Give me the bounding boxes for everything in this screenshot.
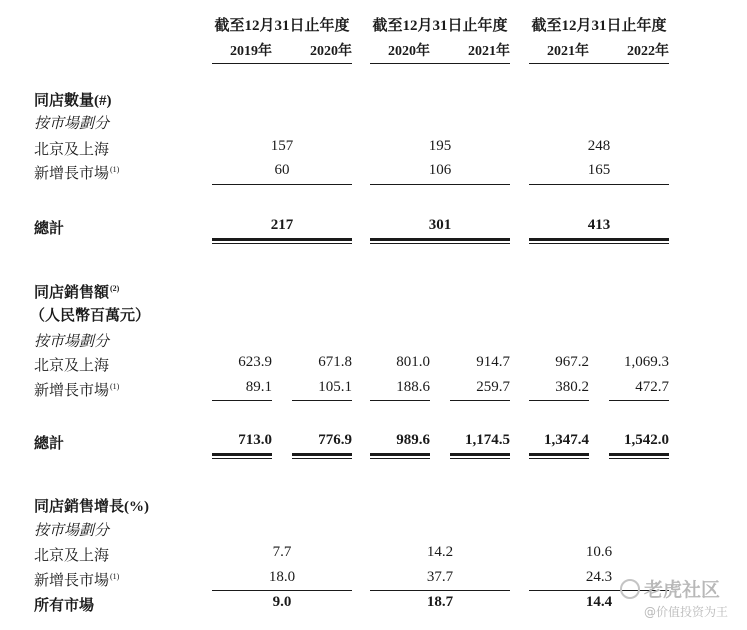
total-value: 9.0 <box>272 594 292 610</box>
column-group-header-2: 截至12月31日止年度 <box>372 18 508 34</box>
section-title-sales <box>34 281 119 302</box>
subtotal-line <box>212 184 352 185</box>
row-label-growth-markets <box>34 569 119 590</box>
watermark-author: @价值投资为王 <box>644 605 729 619</box>
total-value: 1,174.5 <box>465 432 510 448</box>
total-value: 301 <box>428 217 452 233</box>
cell-value: 60 <box>274 162 290 178</box>
subtotal-line <box>370 590 510 591</box>
total-value: 1,542.0 <box>624 432 669 448</box>
section-subtitle: 按市場劃分 <box>34 523 110 539</box>
column-group-header-1: 截至12月31日止年度 <box>214 18 350 34</box>
year-header: 2020年 <box>310 44 352 59</box>
double-underline <box>292 453 352 459</box>
cell-value: 106 <box>428 162 452 178</box>
subtotal-line <box>450 400 510 401</box>
double-underline <box>529 453 589 459</box>
total-value: 18.7 <box>426 594 454 610</box>
total-value: 776.9 <box>318 432 352 448</box>
cell-value: 801.0 <box>396 354 430 370</box>
subtotal-line <box>292 400 352 401</box>
double-underline <box>529 238 669 244</box>
section-title-store-count: 同店數量(#) <box>34 93 112 109</box>
cell-value: 18.0 <box>268 569 296 585</box>
section-unit: （人民幣百萬元） <box>30 308 151 324</box>
footnote-marker: (2) <box>110 284 120 293</box>
cell-value: 7.7 <box>272 544 292 560</box>
year-header: 2022年 <box>627 44 669 59</box>
footnote-marker: (1) <box>110 572 120 581</box>
double-underline <box>370 453 430 459</box>
row-label-text: 新增長市場 <box>34 573 110 589</box>
total-value: 989.6 <box>396 432 430 448</box>
section-subtitle: 按市場劃分 <box>34 334 110 350</box>
cell-value: 188.6 <box>396 379 430 395</box>
row-label-beijing-shanghai: 北京及上海 <box>34 548 110 564</box>
double-underline <box>370 238 510 244</box>
cell-value: 259.7 <box>476 379 510 395</box>
double-underline <box>212 453 272 459</box>
footnote-marker: (1) <box>110 165 120 174</box>
row-label-beijing-shanghai: 北京及上海 <box>34 358 110 374</box>
cell-value: 472.7 <box>635 379 669 395</box>
total-value: 413 <box>587 217 611 233</box>
row-label-text: 新增長市場 <box>34 383 110 399</box>
total-value: 1,347.4 <box>544 432 589 448</box>
row-label-beijing-shanghai: 北京及上海 <box>34 142 110 158</box>
cell-value: 14.2 <box>426 544 454 560</box>
cell-value: 37.7 <box>426 569 454 585</box>
cell-value: 248 <box>587 138 611 154</box>
column-group-header-3: 截至12月31日止年度 <box>531 18 667 34</box>
watermark-logo <box>620 575 720 602</box>
double-underline <box>450 453 510 459</box>
subtotal-line <box>212 400 272 401</box>
section-subtitle: 按市場劃分 <box>34 116 110 132</box>
subtotal-line <box>212 590 352 591</box>
header-underline <box>212 63 352 64</box>
section-title-growth: 同店銷售增長(%) <box>34 499 149 515</box>
cell-value: 914.7 <box>476 354 510 370</box>
cell-value: 105.1 <box>318 379 352 395</box>
subtotal-line <box>370 184 510 185</box>
section-title-text: 同店銷售額 <box>34 285 110 301</box>
row-label-all-markets: 所有市場 <box>34 598 95 614</box>
cell-value: 157 <box>270 138 294 154</box>
cell-value: 165 <box>587 162 611 178</box>
watermark-brand: 老虎社区 <box>644 579 721 601</box>
total-value: 713.0 <box>238 432 272 448</box>
subtotal-line <box>609 400 669 401</box>
cell-value: 1,069.3 <box>624 354 669 370</box>
cell-value: 195 <box>428 138 452 154</box>
tiger-icon <box>620 579 640 599</box>
subtotal-line <box>370 400 430 401</box>
subtotal-line <box>529 400 589 401</box>
header-underline <box>370 63 510 64</box>
cell-value: 24.3 <box>585 569 613 585</box>
footnote-marker: (1) <box>110 382 120 391</box>
row-label-text: 新增長市場 <box>34 166 110 182</box>
cell-value: 89.1 <box>245 379 272 395</box>
total-value: 217 <box>270 217 294 233</box>
row-label-total: 總計 <box>34 436 65 452</box>
year-header: 2019年 <box>230 44 272 59</box>
cell-value: 10.6 <box>585 544 613 560</box>
total-value: 14.4 <box>585 594 613 610</box>
year-header: 2020年 <box>388 44 430 59</box>
double-underline <box>212 238 352 244</box>
cell-value: 671.8 <box>318 354 352 370</box>
year-header: 2021年 <box>547 44 589 59</box>
cell-value: 623.9 <box>238 354 272 370</box>
cell-value: 380.2 <box>555 379 589 395</box>
cell-value: 967.2 <box>555 354 589 370</box>
row-label-total: 總計 <box>34 221 65 237</box>
year-header: 2021年 <box>468 44 510 59</box>
header-underline <box>529 63 669 64</box>
row-label-growth-markets <box>34 162 119 183</box>
double-underline <box>609 453 669 459</box>
subtotal-line <box>529 184 669 185</box>
row-label-growth-markets <box>34 379 119 400</box>
